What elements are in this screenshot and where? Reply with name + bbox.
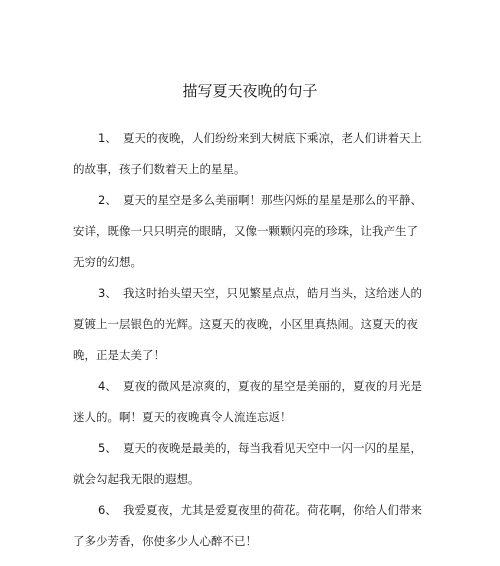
paragraph-line: 晚，正是太美了！ xyxy=(73,348,165,362)
item-number: 3、 xyxy=(98,286,117,300)
paragraph-line: 了多少芳香，你使多少人心醉不已！ xyxy=(73,534,257,548)
paragraph-text: 我爱夏夜，尤其是爱夏夜里的荷花。荷花啊，你给人们带来 xyxy=(123,503,422,517)
paragraph-line: 迷人的。啊！夏天的夜晚真令人流连忘返！ xyxy=(73,410,292,424)
document-title: 描写夏天夜晚的句子 xyxy=(182,82,318,100)
document-body xyxy=(73,123,433,557)
paragraph-1 xyxy=(73,123,433,185)
item-number: 4、 xyxy=(98,379,117,393)
paragraph-line: 夏镀上一层银色的光辉。这夏天的夜晚，小区里真热闹。这夏天的夜 xyxy=(73,317,418,331)
item-number: 5、 xyxy=(98,441,117,455)
paragraph-line xyxy=(73,123,433,154)
paragraph-line xyxy=(73,371,433,402)
paragraph-6 xyxy=(73,495,433,557)
paragraph-3 xyxy=(73,278,433,371)
paragraph-5 xyxy=(73,433,433,495)
paragraph-line xyxy=(73,185,433,216)
paragraph-line: 的故事，孩子们数着天上的星星。 xyxy=(73,162,246,176)
paragraph-text: 夏天的夜晚，人们纷纷来到大树底下乘凉，老人们讲着天上 xyxy=(123,131,422,145)
paragraph-2 xyxy=(73,185,433,278)
item-number: 1、 xyxy=(98,131,117,145)
paragraph-line: 无穷的幻想。 xyxy=(73,255,142,269)
paragraph-line: 安详，既像一只只明亮的眼睛，又像一颗颗闪亮的珍珠，让我产生了 xyxy=(73,224,418,238)
item-number: 6、 xyxy=(98,503,117,517)
paragraph-line: 就会勾起我无限的遐想。 xyxy=(73,472,200,486)
paragraph-text: 夏天的夜晚是最美的，每当我看见天空中一闪一闪的星星， xyxy=(123,441,422,455)
paragraph-4 xyxy=(73,371,433,433)
paragraph-text: 夏夜的微风是凉爽的，夏夜的星空是美丽的，夏夜的月光是 xyxy=(123,379,422,393)
paragraph-text: 夏天的星空是多么美丽啊！那些闪烁的星星是那么的平静、 xyxy=(123,193,422,207)
paragraph-line xyxy=(73,433,433,464)
paragraph-text: 我这时抬头望天空，只见繁星点点，皓月当头，这给迷人的 xyxy=(123,286,422,300)
paragraph-line xyxy=(73,495,433,526)
paragraph-line xyxy=(73,278,433,309)
item-number: 2、 xyxy=(98,193,117,207)
